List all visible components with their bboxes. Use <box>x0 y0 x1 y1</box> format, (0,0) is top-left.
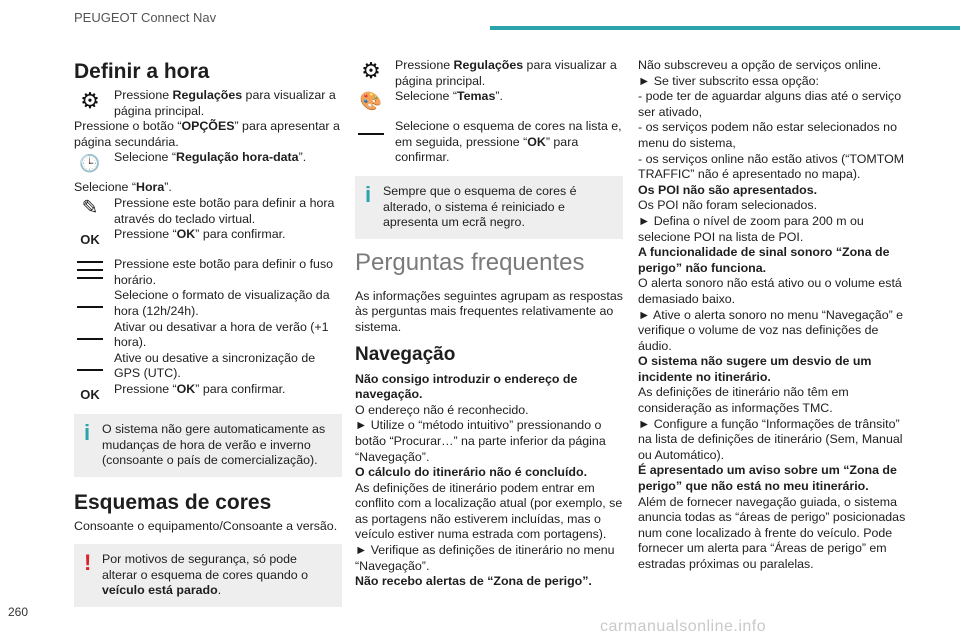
theme-palette-icon: 🎨 <box>359 91 383 112</box>
faq-answer: O endereço não é reconhecido. <box>355 402 529 417</box>
faq-answer-line: - os serviços podem não estar selecionados no menu do sistema, <box>638 120 897 150</box>
faq-question: A funcionalidade de sinal sonoro “Zona de perigo” não funciona. <box>638 245 890 275</box>
faq-answer: Além de fornecer navegação guiada, o sistema anuncia todas as “áreas de perigo” posicionadas num cone localizado à frente do veículo. Pode fornecer um alerta para “Áreas de perigo” em estradas próximas ou paralelas. <box>638 494 906 571</box>
column-1 <box>74 58 342 617</box>
faq-action: ► Defina o nível de zoom para 200 m ou selecione POI na lista de POI. <box>638 213 864 244</box>
color-schemes-step-2: 🎨 Selecione “Temas”. <box>355 89 623 111</box>
faq-answer: As definições de itinerário podem entrar em conflito com a localização atual (por exemplo, se as portagens não estiverem incluídas, mas o veículo estiver numa estrada com portagens). <box>355 480 623 542</box>
faq-question: O sistema não sugere um desvio de um incidente no itinerário. <box>638 354 872 384</box>
faq-title: Perguntas frequentes <box>355 248 585 276</box>
set-time-line-4: Selecione “Hora”. <box>74 180 172 195</box>
set-time-step-5: ✎ Pressione este botão para definir a hora através do teclado virtual. <box>74 196 342 227</box>
color-schemes-info-note: i Sempre que o esquema de cores é alterado, o sistema é reiniciado e apresenta um ecrã negro. <box>355 176 623 239</box>
set-time-step-7: Pressione este botão para definir o fuso horário. <box>74 257 342 288</box>
toggle-line-icon <box>76 321 104 345</box>
pencil-icon: ✎ <box>81 197 99 220</box>
set-time-step-9: Ativar ou desativar a hora de verão (+1 hora). <box>74 320 342 351</box>
set-time-info-note: i O sistema não gere automaticamente as mudanças de hora de verão e inverno (consoante o país de comercialização). <box>74 414 342 477</box>
color-schemes-step-3: Selecione o esquema de cores na lista e, em seguida, pressione “OK” para confirmar. <box>355 119 623 166</box>
color-schemes-title: Esquemas de cores <box>74 490 272 514</box>
watermark: carmanualsonline.info <box>600 618 767 635</box>
set-time-step-10: Ative ou desative a sincronização de GPS (UTC). <box>74 351 342 382</box>
menu-icon <box>76 258 104 282</box>
ok-icon: OK <box>80 232 100 248</box>
color-schemes-warning: ! Por motivos de segurança, só pode alterar o esquema de cores quando o veículo está parado. <box>74 544 342 607</box>
faq-answer-line: - pode ter de aguardar alguns dias até o serviço ser ativado, <box>638 89 902 119</box>
warning-icon: ! <box>84 550 92 576</box>
clock-settings-icon: 🕒 <box>79 153 101 173</box>
gear-icon: ⚙ <box>80 88 100 113</box>
set-time-title: Definir a hora <box>74 60 210 83</box>
faq-action: ► Configure a função “Informações de trânsito” na lista de definições de itinerário (Sem, Manual ou Automático). <box>638 416 903 462</box>
faq-question: Os POI não são apresentados. <box>638 182 818 197</box>
color-schemes-step-1: ⚙ Pressione Regulações para visualizar a página principal. <box>355 58 623 89</box>
faq-action: ► Utilize o “método intuitivo” pressionando o botão “Procurar…” na parte inferior da página “Navegação”. <box>355 418 606 464</box>
gear-icon: ⚙ <box>361 58 381 83</box>
list-item-icon <box>357 120 385 144</box>
info-icon: i <box>84 419 91 445</box>
faq-answer: As definições de itinerário não têm em consideração as informações TMC. <box>638 385 849 416</box>
faq-answer: O alerta sonoro não está ativo ou o volume está demasiado baixo. <box>638 276 902 306</box>
page-number: 260 <box>8 605 29 619</box>
header-title: PEUGEOT Connect Nav <box>74 10 217 25</box>
faq-answer-line: - os serviços online não estão ativos (“TOMTOM TRAFFIC” não é apresentado no mapa). <box>638 151 905 182</box>
set-time-step-1: ⚙ Pressione Regulações para visualizar a página principal. <box>74 88 342 119</box>
color-schemes-intro: Consoante o equipamento/Consoante a versão. <box>74 518 338 533</box>
faq-intro: As informações seguintes agrupam as respostas às perguntas mais frequentes relativamente ao sistema. <box>355 288 623 334</box>
faq-action: ► Ative o alerta sonoro no menu “Navegação” e verifique o volume de voz nas definições de áudio. <box>638 307 904 353</box>
toggle-line-icon <box>76 289 104 313</box>
faq-question: Não recebo alertas de “Zona de perigo”. <box>355 574 592 589</box>
faq-answer: Não subscreveu a opção de serviços online. <box>638 58 882 72</box>
ok-icon: OK <box>80 387 100 403</box>
header-accent-bar <box>490 26 960 30</box>
column-3 <box>638 58 910 573</box>
faq-answer: Os POI não foram selecionados. <box>638 198 818 213</box>
set-time-step-11: OK Pressione “OK” para confirmar. <box>74 382 342 404</box>
set-time-line-2: Pressione o botão “OPÇÕES” para apresentar a página secundária. <box>74 119 340 149</box>
faq-question: O cálculo do itinerário não é concluído. <box>355 465 588 480</box>
column-2 <box>355 58 623 590</box>
set-time-step-8: Selecione o formato de visualização da hora (12h/24h). <box>74 288 342 319</box>
faq-action: ► Se tiver subscrito essa opção: <box>638 73 819 88</box>
set-time-step-6: OK Pressione “OK” para confirmar. <box>74 227 342 249</box>
faq-nav-title: Navegação <box>355 343 456 365</box>
faq-question: Não consigo introduzir o endereço de navegação. <box>355 371 578 402</box>
faq-action: ► Verifique as definições de itinerário no menu “Navegação”. <box>355 543 615 573</box>
info-icon: i <box>365 181 372 207</box>
faq-question: É apresentado um aviso sobre um “Zona de perigo” que não está no meu itinerário. <box>638 463 897 494</box>
set-time-step-3: 🕒 Selecione “Regulação hora-data”. <box>74 150 342 172</box>
toggle-line-icon <box>76 352 104 376</box>
